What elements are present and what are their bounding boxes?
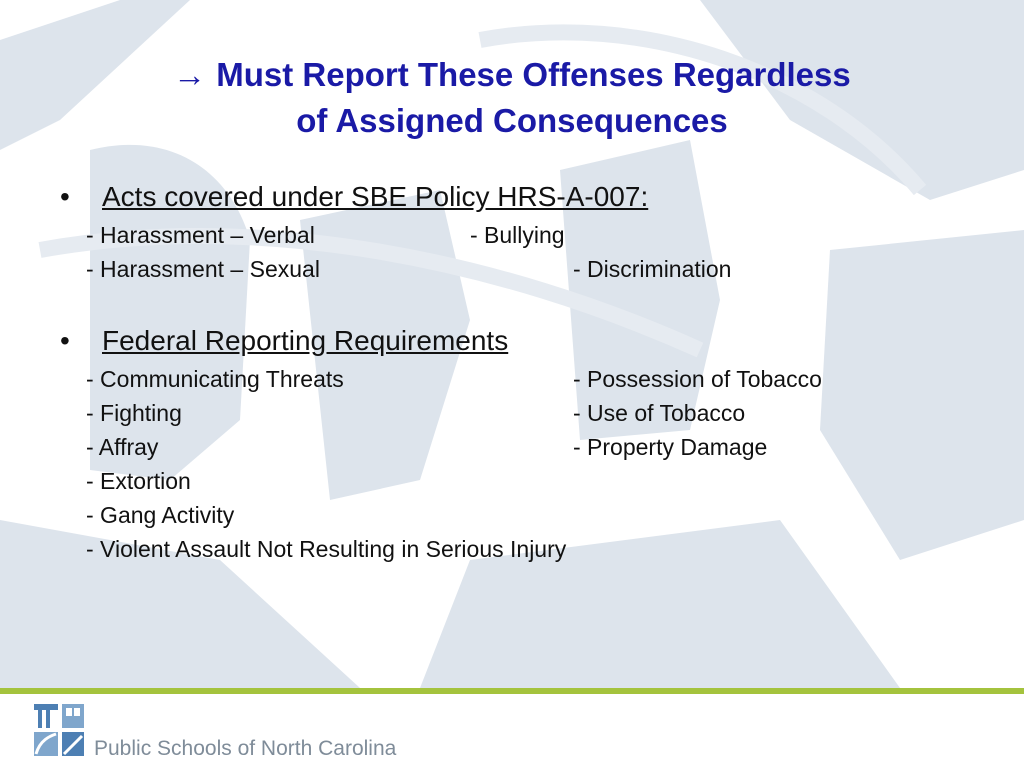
- list-item: - Fighting: [86, 400, 182, 426]
- list-item: - Gang Activity: [86, 502, 235, 528]
- list-item: - Bullying: [470, 222, 565, 248]
- list-item: - Property Damage: [573, 434, 768, 460]
- list-item: - Violent Assault Not Resulting in Serious Injury: [86, 536, 567, 562]
- title-text-1: Must Report These Offenses Regardless: [216, 56, 851, 93]
- bullet-icon: •: [60, 325, 70, 356]
- right-arrow-icon: →: [173, 56, 207, 93]
- section-heading-text: Federal Reporting Requirements: [102, 325, 509, 356]
- section-heading-sbe-policy: [60, 181, 648, 213]
- list-item: - Harassment – Verbal: [86, 222, 315, 248]
- section-heading-federal-reporting: [60, 325, 508, 357]
- list-item: - Possession of Tobacco: [573, 366, 822, 392]
- bullet-icon: •: [60, 181, 70, 212]
- title-line-1: [60, 52, 964, 98]
- slide-title: [60, 52, 964, 144]
- list-item: - Harassment – Sexual: [86, 256, 320, 282]
- dpi-logo-icon: [32, 702, 88, 758]
- list-item: - Communicating Threats: [86, 366, 344, 392]
- list-item: - Affray: [86, 434, 159, 460]
- footer-divider: [0, 688, 1024, 694]
- list-item: - Discrimination: [573, 256, 732, 282]
- org-name: Public Schools of North Carolina: [94, 737, 397, 760]
- list-item: - Use of Tobacco: [573, 400, 746, 426]
- list-item: - Extortion: [86, 468, 191, 494]
- title-line-2: of Assigned Consequences: [296, 102, 728, 139]
- section-heading-text: Acts covered under SBE Policy HRS-A-007:: [102, 181, 649, 212]
